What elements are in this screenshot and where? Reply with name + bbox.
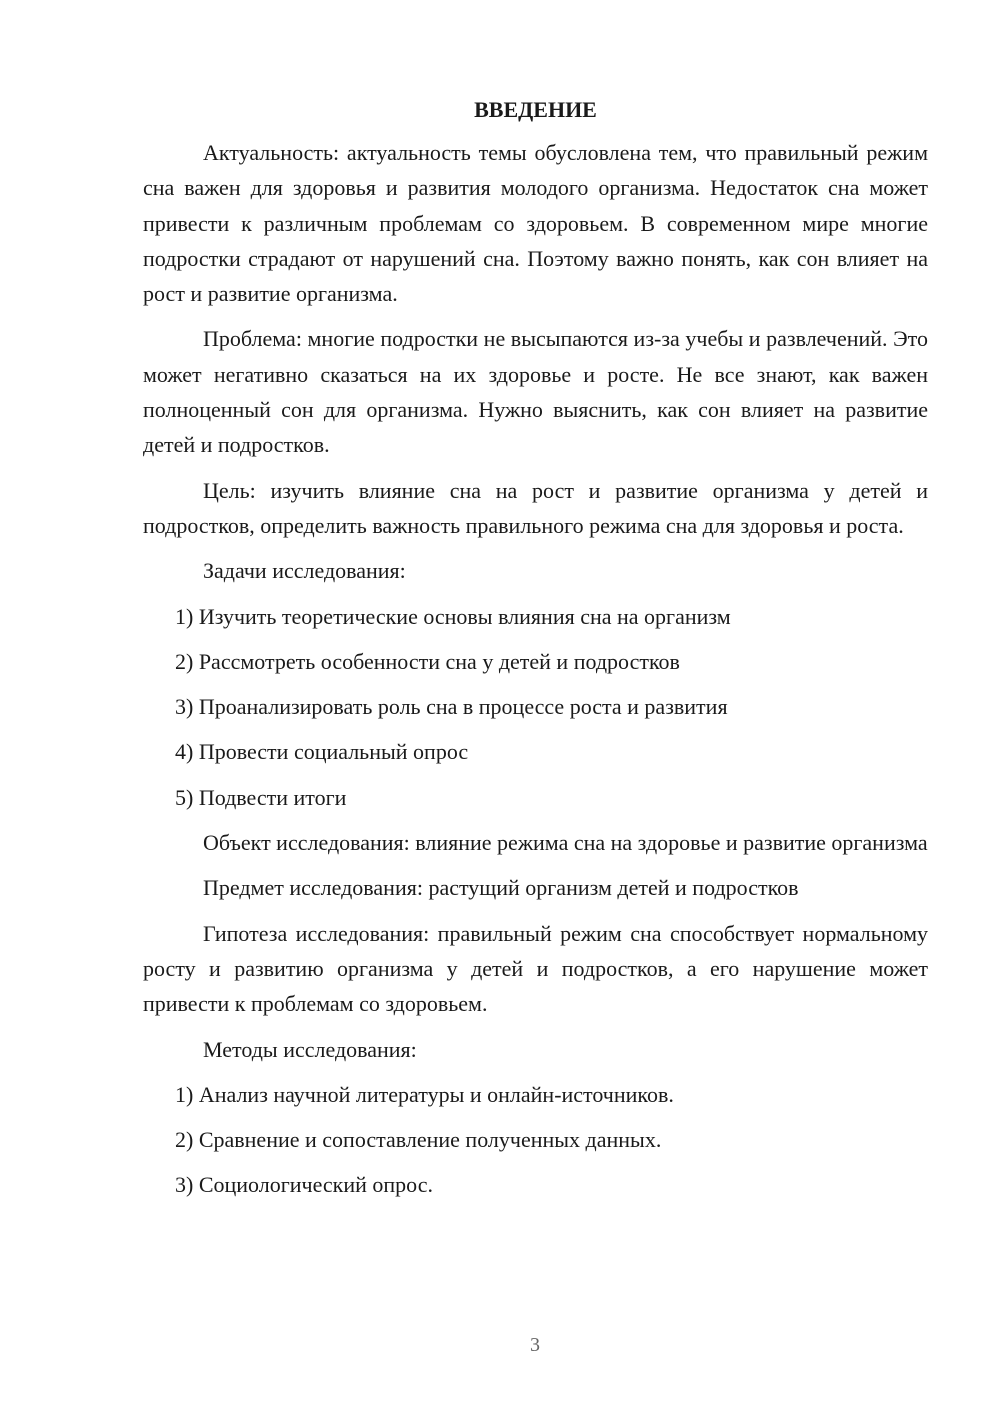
subject-paragraph: Предмет исследования: растущий организм детей и подростков [203,875,799,901]
page-number: 3 [530,1334,540,1356]
tasks-list [143,599,928,815]
page-title: ВВЕДЕНИЕ [474,97,597,122]
list-item: 5) Подвести итоги [175,784,347,810]
document-page [143,95,928,1213]
list-item: 1) Изучить теоретические основы влияния сна на организм [175,603,731,629]
list-item: 4) Провести социальный опрос [175,739,469,765]
list-item: 3) Социологический опрос. [175,1172,433,1198]
relevance-paragraph: Актуальность: актуальность темы обусловлена тем, что правильный режим сна важен для здоровья и развития молодого организма. Недостаток сна может привести к различным проблемам со здоровьем. В современном мире многие подростки страдают от нарушений сна. Поэтому важно понять, как сон влияет на рост и развитие организма. [143,140,928,307]
list-item: 3) Проанализировать роль сна в процессе роста и развития [175,694,728,720]
goal-paragraph: Цель: изучить влияние сна на рост и развитие организма у детей и подростков, определить важность правильного режима сна для здоровья и роста. [143,477,928,538]
problem-paragraph: Проблема: многие подростки не высыпаются из-за учебы и развлечений. Это может негативно сказаться на их здоровье и росте. Не все знают, как важен полноценный сон для организма. Нужно выяснить, как сон влияет на развитие детей и подростков. [143,326,928,458]
methods-list [143,1077,928,1203]
tasks-title: Задачи исследования: [203,558,406,584]
list-item: 1) Анализ научной литературы и онлайн-источников. [175,1081,674,1107]
list-item: 2) Рассмотреть особенности сна у детей и подростков [175,648,680,674]
methods-title: Методы исследования: [203,1036,417,1062]
hypothesis-paragraph: Гипотеза исследования: правильный режим сна способствует нормальному росту и развитию организма у детей и подростков, а его нарушение может привести к проблемам со здоровьем. [143,920,928,1017]
list-item: 2) Сравнение и сопоставление полученных данных. [175,1127,662,1153]
object-paragraph: Объект исследования: влияние режима сна на здоровье и развитие организма [203,830,928,856]
